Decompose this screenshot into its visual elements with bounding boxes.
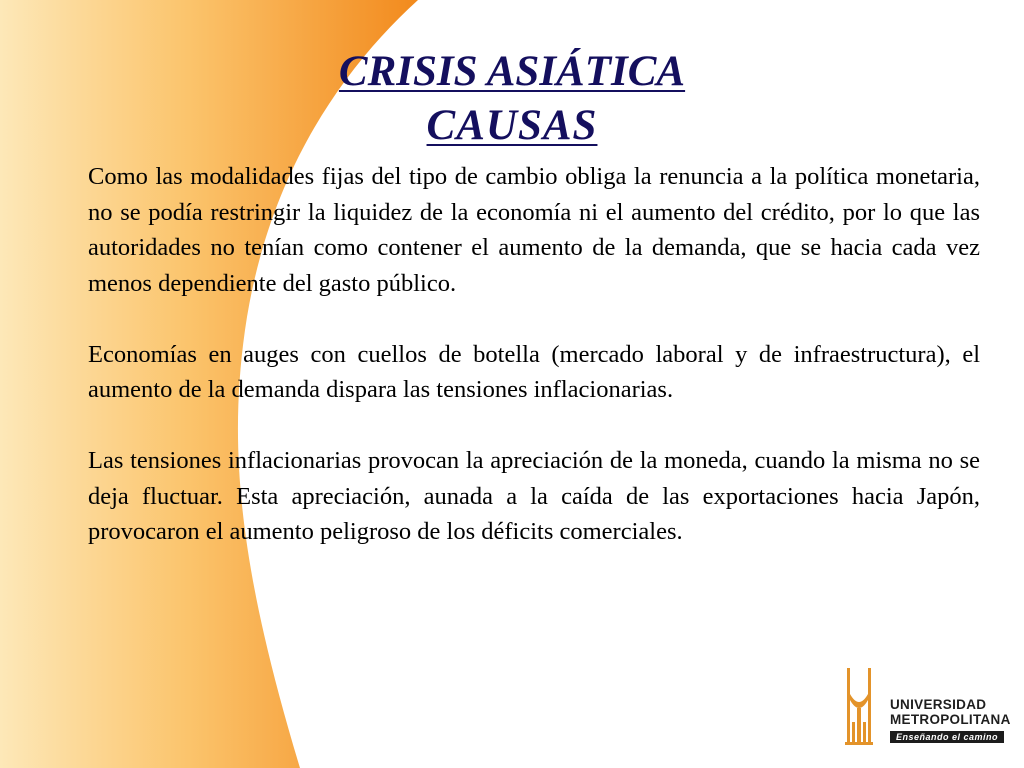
- slide-subtitle: CAUSAS: [426, 102, 598, 149]
- university-logo: [844, 664, 1011, 748]
- logo-tagline: Enseñando el camino: [890, 731, 1004, 743]
- paragraph-3: Las tensiones inflacionarias provocan la apreciación de la moneda, cuando la misma no se deja fluctuar. Esta apreciación, aunada a la caída de las exportaciones hacia Japón, provocaron el aumento peligroso de los déficits comerciales.: [88, 447, 980, 545]
- university-emblem-icon: [844, 664, 874, 748]
- slide-body: [88, 159, 980, 585]
- paragraph-2: Economías en auges con cuellos de botella (mercado laboral y de infraestructura), el aumento de la demanda dispara las tensiones inflacionarias.: [88, 340, 980, 403]
- logo-text-universidad: UNIVERSIDAD: [890, 697, 987, 712]
- logo-text-metropolitana: METROPOLITANA: [890, 712, 1011, 727]
- paragraph-1: Como las modalidades fijas del tipo de cambio obliga la renuncia a la política monetaria, no se podía restringir la liquidez de la economía ni el aumento del crédito, por lo que las autoridades no tenían como contener el aumento de la demanda, que se hacia cada vez menos dependiente del gasto público.: [88, 163, 980, 297]
- slide-title: CRISIS ASIÁTICA: [338, 48, 686, 95]
